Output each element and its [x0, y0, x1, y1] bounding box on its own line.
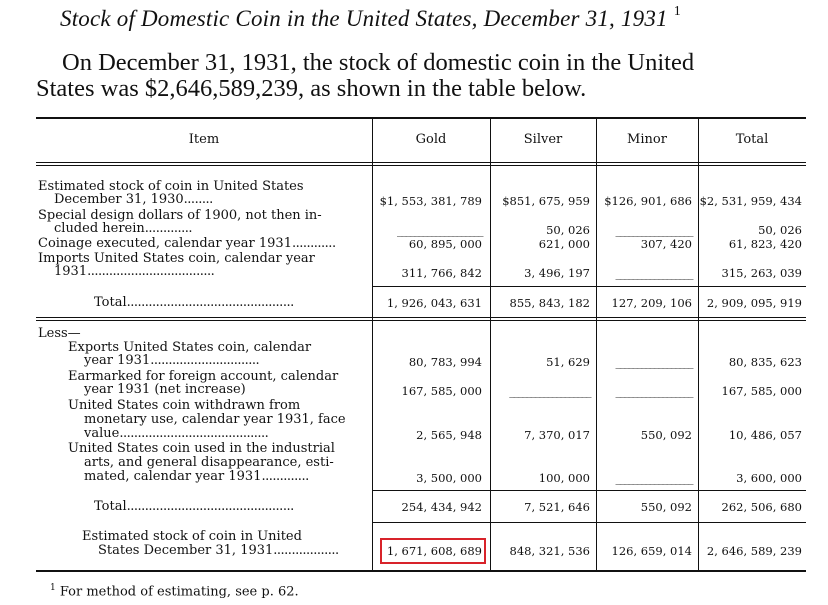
- cell-total2-silver: 7, 521, 646: [524, 500, 590, 514]
- intro-line-1: On December 31, 1931, the stock of domestic coin in the United: [62, 49, 695, 76]
- cell-earmarked-minor: __________________: [615, 384, 692, 398]
- footnote-ref: 1: [673, 4, 681, 20]
- cell-industrial-gold: 3, 500, 000: [416, 471, 482, 485]
- row-label-withdrawn-1: United States coin withdrawn from: [68, 398, 301, 413]
- cell-special-minor: __________________: [615, 223, 692, 237]
- intro-line-2: States was $2,646,589,239, as shown in the table below.: [36, 75, 587, 102]
- cell-total1-total: 2, 909, 095, 919: [706, 296, 802, 310]
- cell-withdrawn-total: 10, 486, 057: [728, 428, 802, 442]
- cell-exports-total: 80, 835, 623: [728, 355, 802, 369]
- cell-est1931-gold: 1, 671, 608, 689: [386, 544, 482, 558]
- row-label-imports-1: Imports United States coin, calendar year: [38, 251, 315, 266]
- cell-est1931-total: 2, 646, 589, 239: [706, 544, 802, 558]
- cell-coinage-gold: 60, 895, 000: [408, 237, 482, 251]
- row-label-exports-2: year 1931..............................: [84, 353, 260, 368]
- row-label-special-1: Special design dollars of 1900, not then in-: [38, 208, 322, 223]
- cell-earmarked-silver: ___________________: [509, 384, 590, 398]
- cell-imports-silver: 3, 496, 197: [524, 266, 590, 280]
- cell-est1930-minor: $126, 901, 686: [604, 194, 692, 208]
- row-label-industrial-1: United States coin used in the industrial: [68, 441, 335, 456]
- header-item: Item: [188, 132, 220, 147]
- cell-est1930-total: $2, 531, 959, 434: [699, 194, 802, 208]
- cell-exports-minor: __________________: [615, 355, 692, 369]
- cell-exports-silver: 51, 629: [546, 355, 590, 369]
- row-label-est1930-1: Estimated stock of coin in United States: [38, 179, 304, 194]
- section-rule-2: [36, 320, 806, 321]
- header-silver: Silver: [523, 132, 563, 147]
- cell-industrial-total: 3, 600, 000: [736, 471, 802, 485]
- section-rule: [36, 317, 806, 318]
- table-bottom-rule: [36, 570, 806, 572]
- cell-special-gold: ____________________: [397, 223, 482, 237]
- cell-withdrawn-gold: 2, 565, 948: [416, 428, 482, 442]
- cell-total2-total: 262, 506, 680: [721, 500, 802, 514]
- cell-total2-minor: 550, 092: [640, 500, 692, 514]
- intro-paragraph: [36, 50, 806, 102]
- row-label-est1930-2: December 31, 1930........: [54, 192, 213, 207]
- subtotal-line-3: [372, 522, 806, 523]
- cell-coinage-total: 61, 823, 420: [728, 237, 802, 251]
- page-title: Stock of Domestic Coin in the United States, December 31, 1931 $^1$: [60, 4, 681, 31]
- row-label-industrial-3: mated, calendar year 1931.............: [84, 469, 309, 484]
- footnote-marker: 1: [50, 583, 56, 593]
- cell-est1930-silver: $851, 675, 959: [502, 194, 590, 208]
- cell-imports-minor: __________________: [615, 266, 692, 280]
- cell-special-silver: 50, 026: [546, 223, 590, 237]
- row-label-total2: Total..............................................: [94, 499, 294, 514]
- row-label-special-2: cluded herein.............: [54, 221, 193, 236]
- cell-withdrawn-silver: 7, 370, 017: [524, 428, 590, 442]
- row-label-earmarked-1: Earmarked for foreign account, calendar: [68, 369, 339, 384]
- cell-total1-minor: 127, 209, 106: [611, 296, 692, 310]
- cell-exports-gold: 80, 783, 994: [408, 355, 482, 369]
- cell-coinage-silver: 621, 000: [538, 237, 590, 251]
- row-label-total1: Total..............................................: [94, 295, 294, 310]
- footnote: $^1$ For method of estimating, see p. 62.: [50, 583, 299, 600]
- row-label-less: Less—: [38, 326, 81, 341]
- subtotal-line-2: [372, 490, 806, 491]
- header-gold: Gold: [415, 132, 447, 147]
- row-label-est1931-2: States December 31, 1931..................: [98, 543, 339, 558]
- cell-industrial-silver: 100, 000: [538, 471, 590, 485]
- row-label-industrial-2: arts, and general disappearance, esti-: [84, 455, 334, 470]
- header-rule-2: [36, 165, 806, 166]
- header-total: Total: [735, 132, 769, 147]
- cell-est1931-silver: 848, 321, 536: [509, 544, 590, 558]
- header-rule: [36, 162, 806, 163]
- cell-withdrawn-minor: 550, 092: [640, 428, 692, 442]
- cell-est1930-gold: $1, 553, 381, 789: [379, 194, 482, 208]
- cell-total1-gold: 1, 926, 043, 631: [386, 296, 482, 310]
- row-label-withdrawn-2: monetary use, calendar year 1931, face: [84, 412, 346, 427]
- cell-imports-gold: 311, 766, 842: [401, 266, 482, 280]
- cell-total2-gold: 254, 434, 942: [401, 500, 482, 514]
- cell-earmarked-total: 167, 585, 000: [721, 384, 802, 398]
- row-label-coinage: Coinage executed, calendar year 1931............: [38, 236, 336, 251]
- cell-imports-total: 315, 263, 039: [721, 266, 802, 280]
- cell-special-total: 50, 026: [758, 223, 802, 237]
- cell-industrial-minor: __________________: [615, 471, 692, 485]
- cell-est1931-minor: 126, 659, 014: [611, 544, 692, 558]
- subtotal-line-1: [372, 286, 806, 287]
- cell-earmarked-gold: 167, 585, 000: [401, 384, 482, 398]
- row-label-est1931-1: Estimated stock of coin in United: [82, 529, 302, 544]
- row-label-withdrawn-3: value.........................................: [84, 426, 269, 441]
- row-label-imports-2: 1931...................................: [54, 264, 215, 279]
- row-label-earmarked-2: year 1931 (net increase): [84, 382, 246, 397]
- cell-total1-silver: 855, 843, 182: [509, 296, 590, 310]
- header-minor: Minor: [627, 132, 667, 147]
- row-label-exports-1: Exports United States coin, calendar: [68, 340, 312, 355]
- table-top-rule: [36, 117, 806, 119]
- cell-coinage-minor: 307, 420: [640, 237, 692, 251]
